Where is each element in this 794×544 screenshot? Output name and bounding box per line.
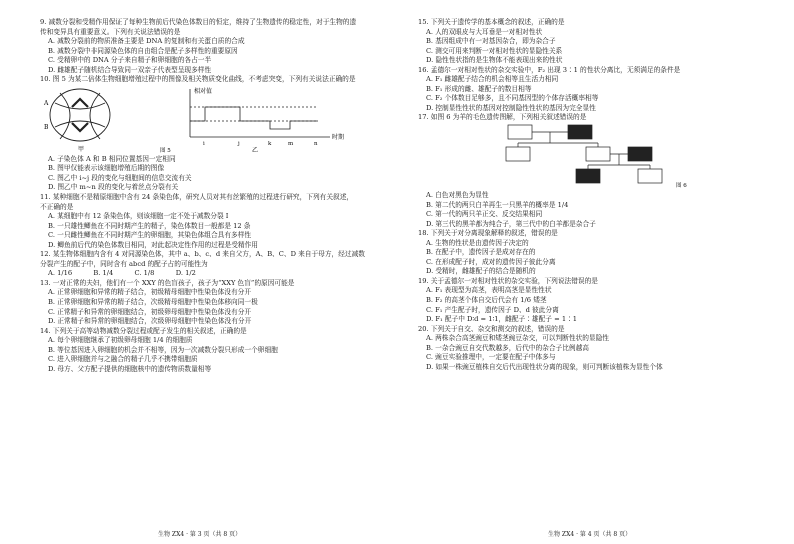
option-b: B. 在配子中，遗传因子是成对存在的: [426, 248, 536, 257]
question-stem: 18. 下列关于对分离现象解释的叙述，错误的是: [418, 229, 558, 238]
option-c: C. 受精卵中的 DNA 分子来自精子和卵细胞的各占一半: [48, 56, 212, 65]
question-stem-cont: 传和变异具有重要意义。下列有关说法错误的是: [40, 27, 181, 36]
option-d: D. 鲫鱼前后代的染色体数目相同，对此起决定性作用的过程是受精作用: [48, 240, 258, 249]
tick-label: i: [203, 140, 205, 147]
option-b: B. 图甲仅能表示该细胞增殖后期的图像: [48, 164, 165, 173]
tick-label: k: [268, 140, 272, 147]
option-b: B. 等位基因进入卵细胞的机会并不相等，因为一次减数分裂只形成一个卵细胞: [48, 345, 278, 354]
question-10-options: [40, 155, 400, 193]
option-b: B. 一杂合豌豆自交代数越多，后代中的杂合子比例越高: [426, 343, 589, 352]
option-a: A. 减数分裂前的物质准备主要是 DNA 的复制和有关蛋白质的合成: [48, 37, 245, 46]
question-stem: 14. 下列关于高等动物减数分裂过程或配子发生的相关叙述，正确的是: [40, 326, 247, 335]
question-11: [40, 193, 400, 250]
figure-6: [418, 123, 778, 191]
question-stem: 10. 图 5 为某二倍体生物细胞增殖过程中的图像及相关物质变化曲线，不考虑突变，下列有关说法正确的是: [40, 75, 356, 84]
option-d: D. 控制显性性状的基因对控制隐性性状的基因为完全显性: [426, 103, 596, 112]
option-d: D. 正常精子和异常的卵细胞结合，次级卵母细胞中性染色体没有分开: [48, 317, 252, 326]
option-a: A. 每个卵细胞继承了初级卵母细胞 1/4 的细胞质: [48, 336, 193, 345]
option-d: D. 受精时，雌雄配子的结合是随机的: [426, 267, 536, 276]
question-stem: 19. 关于孟德尔一对相对性状的杂交实验，下列说法错误的是: [418, 276, 598, 285]
tick-label: m: [288, 140, 294, 147]
option-c: C. F₁ 产生配子时，遗传因子 D、d 彼此分离: [426, 305, 559, 314]
tick-label: n: [314, 140, 318, 147]
option-d: D. 如果一株豌豆植株自交后代出现性状分离的现象，则可判断该植株为显性个体: [426, 362, 663, 371]
options-row: A. 1/16 B. 1/4 C. 1/8 D. 1/2: [48, 269, 196, 278]
chromosome-b-label: B: [44, 123, 49, 131]
option-c: C. 正常精子和异常的卵细胞结合，初级卵母细胞中性染色体没有分开: [48, 307, 252, 316]
option-a: A. 生物的性状是由遗传因子决定的: [426, 238, 529, 247]
sub-figure-b-label: 乙: [252, 146, 259, 154]
option-a: A. F₁ 表现型为高茎，表明高茎是显性性状: [426, 286, 552, 295]
cell-diagram: [50, 89, 110, 141]
option-a: A. 白色对黑色为显性: [426, 191, 489, 200]
figure-5: [40, 85, 400, 155]
option-a: A. 两株杂合高茎豌豆和矮茎豌豆杂交，可以判断性状的显隐性: [426, 334, 609, 343]
question-20: [418, 325, 778, 373]
option-c: C. 图乙中 i~j 段的变化与细胞间的信息交流有关: [48, 173, 192, 182]
option-c: C. F₂ 个体数目足够多，且不同基因型的个体存活概率相等: [426, 94, 599, 103]
question-9: [40, 18, 400, 75]
question-17: [418, 113, 778, 123]
option-a: A. 子染色体 A 和 B 相同位置基因一定相同: [48, 154, 176, 163]
curve-diagram: [190, 89, 330, 137]
question-16: [418, 66, 778, 114]
question-stem: 9. 减数分裂和受精作用保证了每种生物前后代染色体数目的恒定，维持了生物遗传的稳定性，对于生物的遗: [40, 18, 357, 26]
question-stem: 20. 下列关于自交、杂交和测交的叙述，错误的是: [418, 324, 565, 333]
option-a: A. 正常卵细胞和异常的精子结合，初级精母细胞中性染色体没有分开: [48, 288, 252, 297]
figure-5-drawing: [40, 85, 400, 155]
chromosome-a-label: A: [44, 99, 49, 107]
question-14: [40, 327, 400, 375]
question-17-options: [418, 191, 778, 229]
question-18: [418, 229, 778, 277]
option-d: D. 第三代的黑羊都为纯合子，第三代中的白羊都是杂合子: [426, 219, 596, 228]
tick-label: j: [238, 140, 240, 147]
sub-figure-a-label: 甲: [78, 145, 85, 153]
option-c: C. 进入卵细胞并与之融合的精子几乎不携带细胞质: [48, 355, 198, 364]
question-stem: 13. 一对正常的夫妇，他们有一个 XXY 的色盲孩子，孩子为“XXY 色盲”的原因可能是: [40, 278, 295, 287]
option-b: B. 一只雄性鲫鱼在不同时期产生的精子，染色体数目一般都是 12 条: [48, 221, 251, 230]
question-stem: 15. 下列关于遗传学的基本概念的叙述，正确的是: [418, 18, 565, 26]
right-column: [418, 18, 778, 530]
option-d: D. F₁ 配子中 D∶d = 1∶1，雌配子∶雄配子 = 1∶1: [426, 315, 578, 324]
left-column: [40, 18, 400, 530]
question-stem: 16. 孟德尔一对相对性状的杂交实验中，F₂ 出现 3∶1 的性状分离比，无须满足的条件是: [418, 65, 681, 74]
option-c: C. 测交可用来判断一对相对性状的显隐性关系: [426, 46, 563, 55]
question-13: [40, 279, 400, 327]
option-b: B. 基因组成中有一对基因杂合，即为杂合子: [426, 37, 556, 46]
option-d: D. 图乙中 m~n 段的变化与着丝点分裂有关: [48, 183, 179, 192]
question-10: [40, 75, 400, 85]
option-b: B. 减数分裂中非同源染色体的自由组合是配子多样性的重要原因: [48, 46, 238, 55]
option-a: A. 人的双眼皮与大耳垂是一对相对性状: [426, 27, 543, 36]
option-b: B. 第二代的两只白羊再生一只黑羊的概率是 1/4: [426, 200, 569, 209]
option-b: B. 正常卵细胞和异常的精子结合，次级精母细胞中性染色体移向同一极: [48, 298, 258, 307]
question-19: [418, 277, 778, 325]
question-stem: 12. 某生物体细胞内含有 4 对同源染色体，其中 a、b、c、d 来自父方，A、B、C、D 来自于母方，经过减数: [40, 250, 365, 259]
option-b: B. F₂ 的高茎个体自交后代会有 1/6 矮茎: [426, 296, 547, 305]
x-axis-title: 时期: [332, 133, 345, 141]
option-a: A. 某细胞中有 12 条染色体，则该细胞一定不处于减数分裂 I: [48, 212, 229, 221]
y-axis-title: 相对值: [194, 87, 213, 95]
question-stem: 11. 某种细胞不是精原细胞中含有 24 条染色体，研究人员对其有丝繁殖的过程进行研究，下列有关叙述，: [40, 193, 354, 202]
question-stem-cont: 不正确的是: [40, 202, 74, 211]
page-footer-right: 生物 ZX4 · 第 4 页（共 8 页）: [548, 531, 632, 538]
question-12: [40, 250, 400, 279]
page-footer-left: 生物 ZX4 · 第 3 页（共 8 页）: [158, 531, 242, 538]
question-stem: 17. 如图 6 为羊的毛色遗传图解，下列相关叙述错误的是: [418, 113, 587, 122]
option-c: C. 一只雌性鲫鱼在不同时期产生的卵细胞，其染色体组合具有多样性: [48, 231, 252, 240]
option-d: D. 母方、父方配子提供的细胞核中的遗传物质数量相等: [48, 364, 212, 373]
option-c: C. 在形成配子时，成对的遗传因子彼此分离: [426, 257, 556, 266]
option-d: D. 雌雄配子随机结合导致同一双亲子代表型呈现多样性: [48, 65, 212, 74]
pedigree-drawing: [418, 123, 778, 191]
option-b: B. F₁ 形成的雌、雄配子的数目相等: [426, 84, 532, 93]
option-c: C. 第一代的两只羊正交、反交结果相同: [426, 210, 543, 219]
figure-label: 图 5: [160, 147, 171, 154]
question-stem-cont: 分裂产生的配子中，同时含有 abcd 的配子占的可能性为: [40, 259, 208, 268]
option-d: D. 隐性性状指的是生物体不能表现出来的性状: [426, 56, 563, 65]
option-c: C. 豌豆实验推理中，一定要在配子中体多与: [426, 353, 556, 362]
option-a: A. F₁ 雌雄配子结合的机会相等且生活力相同: [426, 75, 559, 84]
question-15: [418, 18, 778, 66]
figure-label: 图 6: [676, 183, 687, 190]
